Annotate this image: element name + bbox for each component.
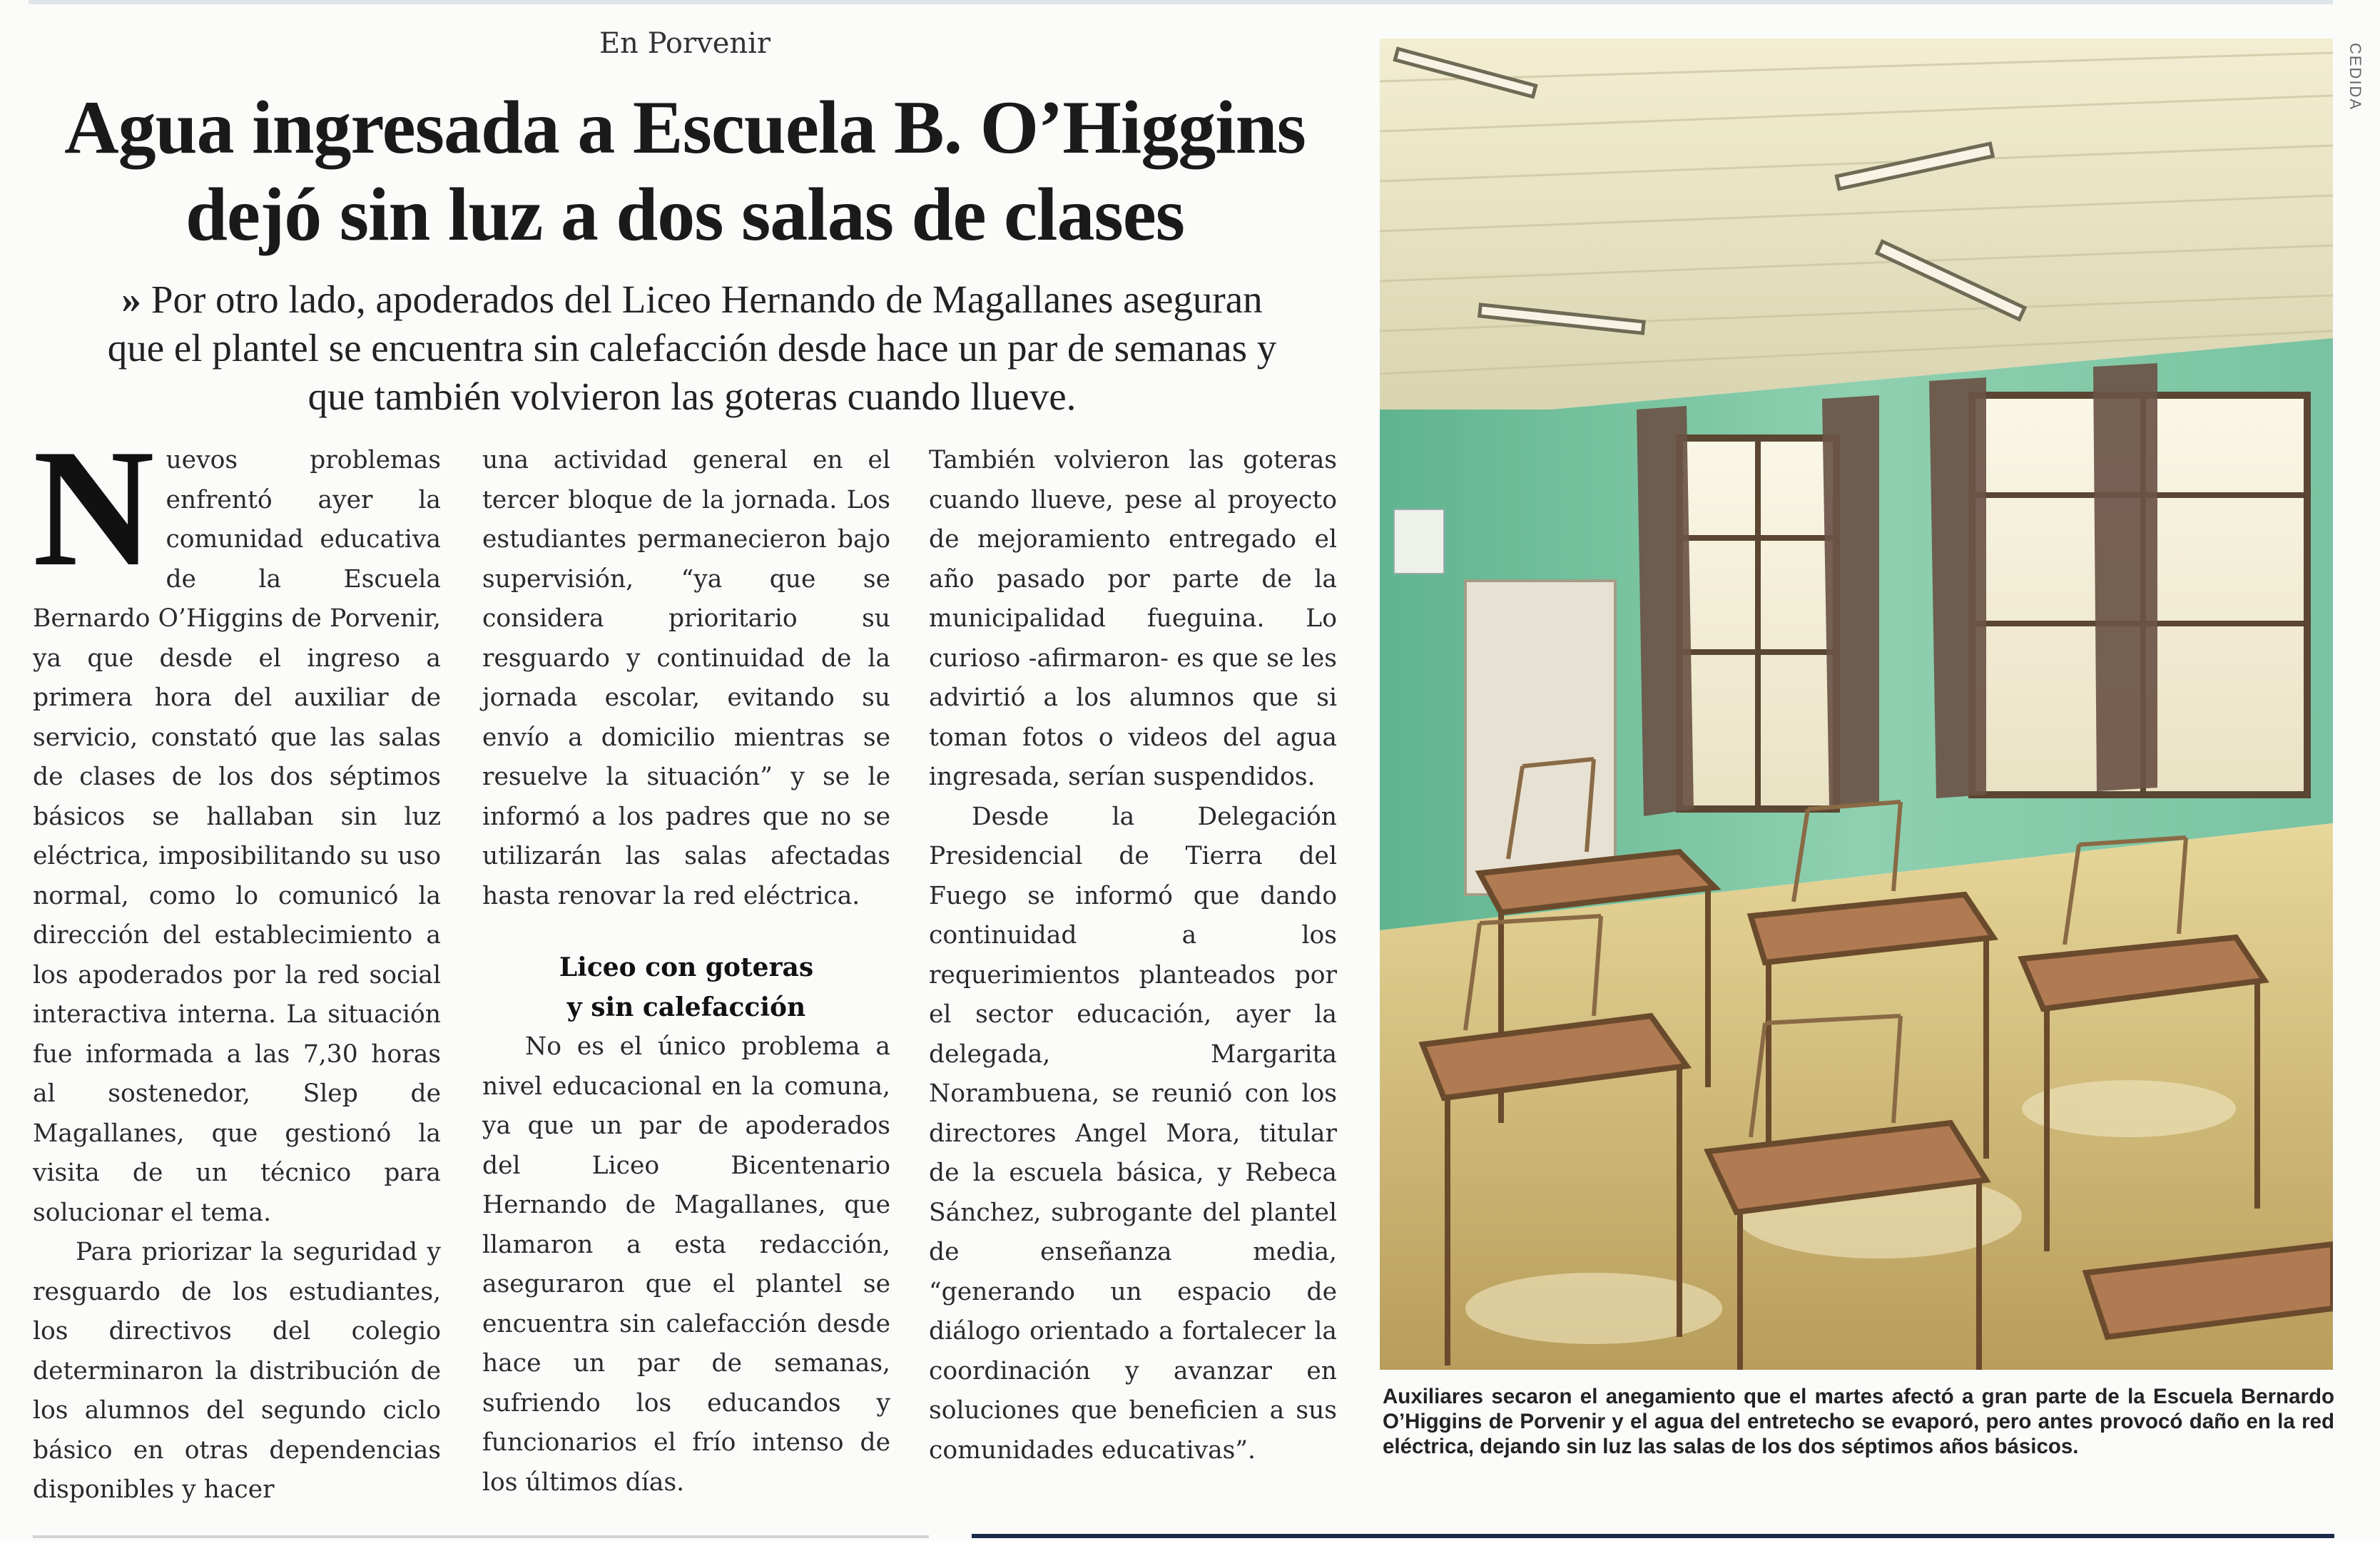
headline-line-1: Agua ingresada a Escuela B. O’Higgins xyxy=(64,86,1306,169)
subheading xyxy=(482,947,890,1027)
deck-marker-icon: » xyxy=(121,278,141,321)
paragraph-6: Desde la Delegación Presidencial de Tierra del Fuego se informó que dando continuidad a los requerimientos planteados por el sector educación, ayer la delegada, Margarita Norambuena, se reunió con los directores Angel Mora, titular de la escuela básica, y Rebeca Sánchez, subrogante del plantel de enseñanza media, “generando un espacio de diálogo orientado a fortalecer la coordinación y avanzar en soluciones que beneficien a sus comunidades educativas”. xyxy=(929,802,1337,1465)
headline-line-2: dejó sin luz a dos salas de clases xyxy=(185,173,1185,256)
window-left xyxy=(1679,438,1836,809)
classroom-photo xyxy=(1380,39,2333,1370)
column-2 xyxy=(482,441,890,1502)
paragraph-3: una actividad general en el tercer bloque de la jornada. Los estudiantes permanecieron bajo supervisión, “ya que se considera prioritario su resguardo y continuidad de la jornada escolar, evitando su envío a domicilio mientras se resuelve la situación” y se le informó a los padres que no se utilizarán las salas afectadas hasta renovar la red eléctrica. xyxy=(482,446,890,910)
subheading-line-1: Liceo con goteras xyxy=(559,952,814,982)
paragraph-5: También volvieron las goteras cuando llueve, pese al proyecto de mejoramiento entregado el año pasado por parte de la municipalidad fueguina. Lo curioso -afirmaron- es que se les advirtió a los alumnos que si toman fotos o videos del agua ingresada, serían suspendidos. xyxy=(929,446,1337,791)
bottom-rule-right xyxy=(972,1534,2334,1538)
photo-credit: CEDIDA xyxy=(2346,43,2364,111)
cabinet xyxy=(1465,581,1615,895)
deck-text: Por otro lado, apoderados del Liceo Hernando de Magallanes aseguran que el plantel se encuentra sin calefacción desde hace un par de semanas y que también volvieron las goteras cuando llueve. xyxy=(107,278,1277,418)
kicker: En Porvenir xyxy=(599,27,771,60)
photo-caption: Auxiliares secaron el anegamiento que el martes afectó a gran parte de la Escuela Bernardo O’Higgins de Porvenir y el agua del entretecho se evaporó, pero antes provocó daño en la red eléctrica, dejando sin luz las salas de los dos séptimos años básicos. xyxy=(1383,1385,2334,1458)
paragraph-4: No es el único problema a nivel educacional en la comuna, ya que un par de apoderados del Liceo Bicentenario Hernando de Magallanes, que llamaron a esta redacción, aseguraron que el plantel se encuentra sin calefacción desde hace un par de semanas, sufriendo los educandos y funcionarios el frío intenso de los últimos días. xyxy=(482,1032,890,1497)
deck xyxy=(107,275,1277,421)
top-rule xyxy=(29,0,2333,4)
paragraph-1 xyxy=(33,415,441,1233)
headline xyxy=(0,84,1370,258)
drop-cap: N xyxy=(33,415,155,601)
column-1 xyxy=(33,415,441,1510)
wall-notice xyxy=(1394,509,1444,574)
subheading-line-2: y sin calefacción xyxy=(566,992,806,1022)
paragraph-1-text: uevos problemas enfrentó ayer la comunidad educativa de la Escuela Bernardo O’Higgins de Porvenir, ya que desde el ingreso a primera hora del auxiliar de servicio, constató que las salas de clases de los dos séptimos básicos se hallaban sin luz eléctrica, imposibilitando su uso normal, como lo comunicó la dirección del establecimiento a los apoderados por la red social interactiva interna. La situación fue informada a las 7,30 horas al sostenedor, Slep de Magallanes, que gestionó la visita de un técnico para solucionar el tema. xyxy=(33,446,441,1227)
bottom-rule-left xyxy=(33,1535,929,1538)
column-3 xyxy=(929,441,1337,1470)
paragraph-2: Para priorizar la seguridad y resguardo de los estudiantes, los directivos del colegio determinaron la distribución de los alumnos del segundo ciclo básico en otras dependencias disponibles y hacer xyxy=(33,1238,441,1504)
classroom-illustration xyxy=(1380,39,2333,1370)
